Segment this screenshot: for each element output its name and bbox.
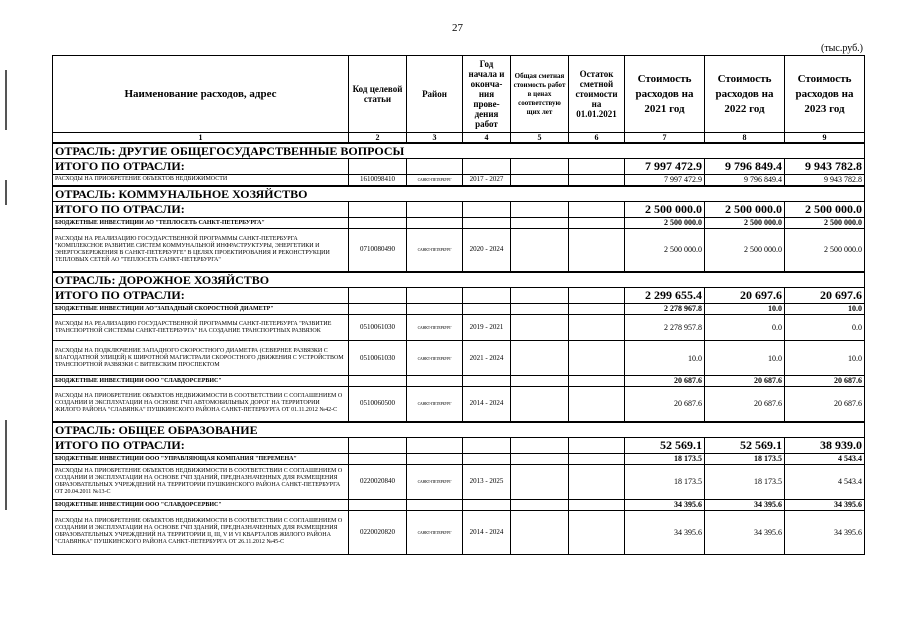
table-row	[53, 510, 865, 554]
total-2022: 2 500 000.0	[705, 201, 785, 217]
row-name: РАСХОДЫ НА ПРИОБРЕТЕНИЕ ОБЪЕКТОВ НЕДВИЖИМОСТИ В СООТВЕТСТВИИ С СОГЛАШЕНИЕМ О СОЗДАНИИ И ЭКСПЛУАТАЦИИ НА ОСНОВЕ ГЧП АВТОМОБИЛЬНЫХ ДОРОГ НА ТЕРРИТОРИИ ЖИЛОГО РАЙОНА "СЛАВЯНКА" ПУШКИНСКОГО РАЙОНА САНКТ-ПЕТЕРБУРГА ОТ 01.11.2012 №42-С	[53, 387, 349, 422]
row-years: 2014 - 2024	[463, 510, 511, 554]
sector-row	[53, 422, 865, 438]
row-2021: 2 278 957.8	[625, 315, 705, 341]
investment-row	[53, 376, 865, 387]
row-code: 0510061030	[349, 315, 407, 341]
sector-total-row	[53, 288, 865, 304]
row-2023: 2 500 000.0	[785, 228, 865, 272]
total-label: ИТОГО ПО ОТРАСЛИ:	[53, 201, 349, 217]
sector-title: ОТРАСЛЬ: КОММУНАЛЬНОЕ ХОЗЯЙСТВО	[53, 186, 865, 202]
table-row	[53, 341, 865, 376]
row-name: РАСХОДЫ НА РЕАЛИЗАЦИЮ ГОСУДАРСТВЕННОЙ ПРОГРАММЫ САНКТ-ПЕТЕРБУРГА "РАЗВИТИЕ ТРАНСПОРТНОЙ СИСТЕМЫ САНКТ-ПЕТЕРБУРГА" НА СОЗДАНИЕ ТРАНСПОРТНЫХ РАЗВЯЗОК	[53, 315, 349, 341]
column-number: 8	[705, 133, 785, 144]
total-2022: 9 796 849.4	[705, 159, 785, 175]
investment-row	[53, 304, 865, 315]
row-district: САНКТ-ПЕТЕРБУРГ	[407, 175, 463, 186]
row-district: САНКТ-ПЕТЕРБУРГ	[407, 387, 463, 422]
investment-name: БЮДЖЕТНЫЕ ИНВЕСТИЦИИ ООО "УПРАВЛЯЮЩАЯ КОМПАНИЯ "ПЕРЕМЕНА"	[53, 453, 349, 464]
total-label: ИТОГО ПО ОТРАСЛИ:	[53, 288, 349, 304]
row-code: 1610098410	[349, 175, 407, 186]
column-number: 9	[785, 133, 865, 144]
row-2023: 34 395.6	[785, 510, 865, 554]
row-2022: 0.0	[705, 315, 785, 341]
column-number: 1	[53, 133, 349, 144]
investment-row	[53, 453, 865, 464]
row-years: 2014 - 2024	[463, 387, 511, 422]
investment-row	[53, 499, 865, 510]
row-2021: 18 173.5	[625, 464, 705, 499]
column-number: 5	[511, 133, 569, 144]
investment-name: БЮДЖЕТНЫЕ ИНВЕСТИЦИИ ООО "СЛАВДОРСЕРВИС"	[53, 499, 349, 510]
row-2022: 34 395.6	[705, 510, 785, 554]
column-number: 6	[569, 133, 625, 144]
investment-2022: 10.0	[705, 304, 785, 315]
row-2023: 20 687.6	[785, 387, 865, 422]
col-header-name: Наименование расходов, адрес	[53, 56, 349, 133]
binding-mark	[5, 420, 7, 510]
investment-row	[53, 217, 865, 228]
total-label: ИТОГО ПО ОТРАСЛИ:	[53, 437, 349, 453]
investment-2023: 34 395.6	[785, 499, 865, 510]
investment-2023: 4 543.4	[785, 453, 865, 464]
table-row	[53, 464, 865, 499]
row-2023: 4 543.4	[785, 464, 865, 499]
row-2022: 10.0	[705, 341, 785, 376]
row-code: 0710080490	[349, 228, 407, 272]
sector-title: ОТРАСЛЬ: ОБЩЕЕ ОБРАЗОВАНИЕ	[53, 422, 865, 438]
row-2021: 34 395.6	[625, 510, 705, 554]
row-2021: 2 500 000.0	[625, 228, 705, 272]
column-numbers-row	[53, 133, 865, 144]
row-2023: 9 943 782.8	[785, 175, 865, 186]
row-name: РАСХОДЫ НА ПОДКЛЮЧЕНИЕ ЗАПАДНОГО СКОРОСТНОГО ДИАМЕТРА (СЕВЕРНЕЕ РАЗВЯЗКИ С БЛАГОДАТНОЙ УЛИЦЕЙ) К ШИРОТНОЙ МАГИСТРАЛИ СКОРОСТНОГО ДВИЖЕНИЯ С УСТРОЙСТВОМ ТРАНСПОРТНОЙ РАЗВЯЗКИ С ВИТЕБСКИМ ПРОСПЕКТОМ	[53, 341, 349, 376]
sector-row	[53, 186, 865, 202]
row-code: 0220020820	[349, 510, 407, 554]
col-header-district: Район	[407, 56, 463, 133]
row-years: 2021 - 2024	[463, 341, 511, 376]
header-row	[53, 56, 865, 133]
investment-2023: 20 687.6	[785, 376, 865, 387]
investment-name: БЮДЖЕТНЫЕ ИНВЕСТИЦИИ АО "ТЕПЛОСЕТЬ САНКТ-ПЕТЕРБУРГА"	[53, 217, 349, 228]
unit-label: (тыс.руб.)	[820, 43, 863, 54]
column-number: 2	[349, 133, 407, 144]
col-header-remainder: Остаток сметной стоимости на 01.01.2021	[569, 56, 625, 133]
total-2023: 9 943 782.8	[785, 159, 865, 175]
total-2021: 2 299 655.4	[625, 288, 705, 304]
investment-2022: 34 395.6	[705, 499, 785, 510]
page-number: 27	[452, 22, 463, 34]
total-2022: 20 697.6	[705, 288, 785, 304]
row-2023: 10.0	[785, 341, 865, 376]
row-district: САНКТ-ПЕТЕРБУРГ	[407, 341, 463, 376]
investment-2021: 18 173.5	[625, 453, 705, 464]
row-years: 2019 - 2021	[463, 315, 511, 341]
row-code: 0510061030	[349, 341, 407, 376]
investment-2023: 2 500 000.0	[785, 217, 865, 228]
col-header-years: Год начала и оконча-ния прове-дения работ	[463, 56, 511, 133]
total-label: ИТОГО ПО ОТРАСЛИ:	[53, 159, 349, 175]
investment-2021: 2 500 000.0	[625, 217, 705, 228]
row-2022: 20 687.6	[705, 387, 785, 422]
row-name: РАСХОДЫ НА ПРИОБРЕТЕНИЕ ОБЪЕКТОВ НЕДВИЖИМОСТИ	[53, 175, 349, 186]
total-2023: 20 697.6	[785, 288, 865, 304]
sector-row	[53, 143, 865, 159]
investment-2022: 20 687.6	[705, 376, 785, 387]
row-district: САНКТ-ПЕТЕРБУРГ	[407, 228, 463, 272]
investment-name: БЮДЖЕТНЫЕ ИНВЕСТИЦИИ ООО "СЛАВДОРСЕРВИС"	[53, 376, 349, 387]
column-number: 4	[463, 133, 511, 144]
investment-2021: 34 395.6	[625, 499, 705, 510]
row-2021: 20 687.6	[625, 387, 705, 422]
binding-mark	[5, 70, 7, 130]
row-district: САНКТ-ПЕТЕРБУРГ	[407, 510, 463, 554]
binding-edge	[0, 0, 14, 640]
row-2021: 10.0	[625, 341, 705, 376]
table-row	[53, 175, 865, 186]
sector-total-row	[53, 437, 865, 453]
row-years: 2020 - 2024	[463, 228, 511, 272]
row-2022: 18 173.5	[705, 464, 785, 499]
col-header-2023: Стоимость расходов на 2023 год	[785, 56, 865, 133]
investment-2022: 2 500 000.0	[705, 217, 785, 228]
sector-total-row	[53, 201, 865, 217]
table-row	[53, 315, 865, 341]
col-header-total-cost: Общая сметная стоимость работ в ценах соответствую щих лет	[511, 56, 569, 133]
row-2022: 2 500 000.0	[705, 228, 785, 272]
sector-title: ОТРАСЛЬ: ДОРОЖНОЕ ХОЗЯЙСТВО	[53, 272, 865, 288]
total-2023: 2 500 000.0	[785, 201, 865, 217]
col-header-code: Код целевой статьи	[349, 56, 407, 133]
row-district: САНКТ-ПЕТЕРБУРГ	[407, 464, 463, 499]
col-header-2021: Стоимость расходов на 2021 год	[625, 56, 705, 133]
row-name: РАСХОДЫ НА РЕАЛИЗАЦИЮ ГОСУДАРСТВЕННОЙ ПРОГРАММЫ САНКТ-ПЕТЕРБУРГА "КОМПЛЕКСНОЕ РАЗВИТИЕ СИСТЕМ КОММУНАЛЬНОЙ ИНФРАСТРУКТУРЫ, ЭНЕРГЕТИКИ И ЭНЕРГОСБЕРЕЖЕНИЯ В САНКТ-ПЕТЕРБУРГЕ" В ЦЕЛЯХ ПРОЕКТИРОВАНИЯ И РЕКОНСТРУКЦИИ ТЕПЛОВЫХ СЕТЕЙ АО "ТЕПЛОСЕТЬ САНКТ-ПЕТЕРБУРГА"	[53, 228, 349, 272]
row-years: 2013 - 2025	[463, 464, 511, 499]
investment-name: БЮДЖЕТНЫЕ ИНВЕСТИЦИИ АО"ЗАПАДНЫЙ СКОРОСТНОЙ ДИАМЕТР"	[53, 304, 349, 315]
total-2021: 7 997 472.9	[625, 159, 705, 175]
column-number: 3	[407, 133, 463, 144]
total-2022: 52 569.1	[705, 437, 785, 453]
row-code: 0510060500	[349, 387, 407, 422]
row-2022: 9 796 849.4	[705, 175, 785, 186]
row-2023: 0.0	[785, 315, 865, 341]
investment-2023: 10.0	[785, 304, 865, 315]
row-2021: 7 997 472.9	[625, 175, 705, 186]
total-2021: 52 569.1	[625, 437, 705, 453]
row-code: 0220020840	[349, 464, 407, 499]
expenses-table	[52, 55, 865, 555]
table-row	[53, 228, 865, 272]
col-header-2022: Стоимость расходов на 2022 год	[705, 56, 785, 133]
sector-title: ОТРАСЛЬ: ДРУГИЕ ОБЩЕГОСУДАРСТВЕННЫЕ ВОПРОСЫ	[53, 143, 865, 159]
row-name: РАСХОДЫ НА ПРИОБРЕТЕНИЕ ОБЪЕКТОВ НЕДВИЖИМОСТИ В СООТВЕТСТВИИ С СОГЛАШЕНИЕМ О СОЗДАНИИ И ЭКСПЛУАТАЦИИ НА ОСНОВЕ ГЧП ЗДАНИЙ, ПРЕДНАЗНАЧЕННЫХ ДЛЯ РАЗМЕЩЕНИЯ ОБРАЗОВАТЕЛЬНЫХ УЧРЕЖДЕНИЙ НА ТЕРРИТОРИИ ПУШКИНСКОГО РАЙОНА САНКТ-ПЕТЕРБУРГА ОТ 20.04.2011 №13-С	[53, 464, 349, 499]
sector-total-row	[53, 159, 865, 175]
sector-row	[53, 272, 865, 288]
investment-2021: 2 278 967.8	[625, 304, 705, 315]
investment-2022: 18 173.5	[705, 453, 785, 464]
table-row	[53, 387, 865, 422]
binding-mark	[5, 180, 7, 205]
investment-2021: 20 687.6	[625, 376, 705, 387]
row-years: 2017 - 2027	[463, 175, 511, 186]
row-district: САНКТ-ПЕТЕРБУРГ	[407, 315, 463, 341]
total-2021: 2 500 000.0	[625, 201, 705, 217]
row-name: РАСХОДЫ НА ПРИОБРЕТЕНИЕ ОБЪЕКТОВ НЕДВИЖИМОСТИ В СООТВЕТСТВИИ С СОГЛАШЕНИЕМ О СОЗДАНИИ И ЭКСПЛУАТАЦИИ НА ОСНОВЕ ГЧП ЗДАНИЙ, ПРЕДНАЗНАЧЕННЫХ ДЛЯ РАЗМЕЩЕНИЯ ОБРАЗОВАТЕЛЬНЫХ УЧРЕЖДЕНИЙ НА ТЕРРИТОРИИ II, III, V И VI КВАРТАЛОВ ЖИЛОГО РАЙОНА "СЛАВЯНКА" ПУШКИНСКОГО РАЙОНА САНКТ-ПЕТЕРБУРГА ОТ 26.11.2012 №45-С	[53, 510, 349, 554]
column-number: 7	[625, 133, 705, 144]
total-2023: 38 939.0	[785, 437, 865, 453]
